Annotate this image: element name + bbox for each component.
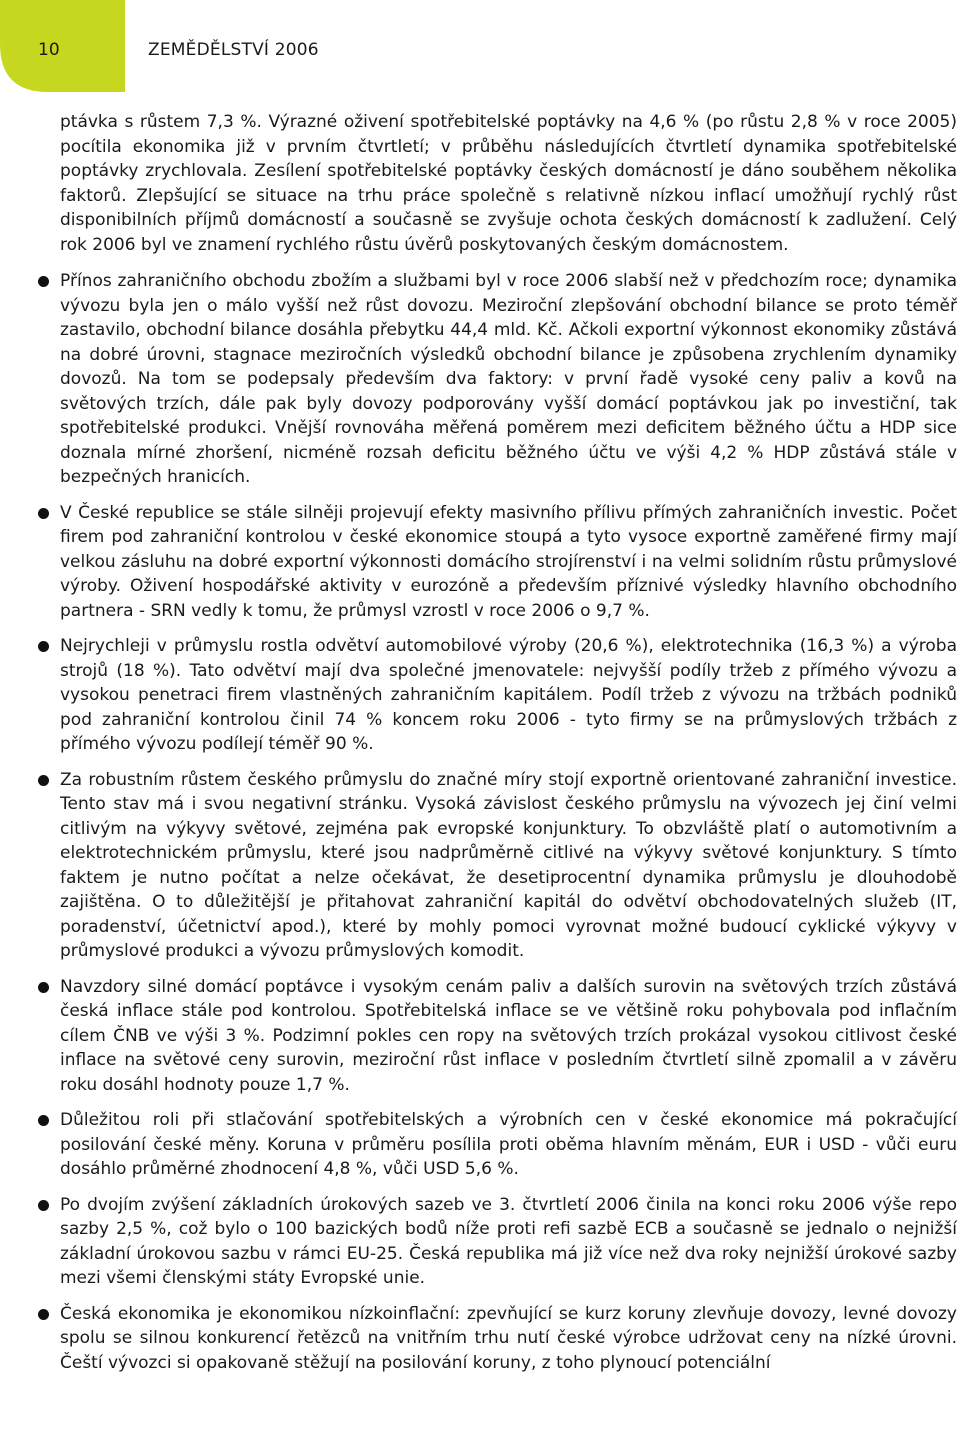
bullet-dot-icon: [38, 982, 49, 993]
bullet-text: Přínos zahraničního obchodu zbožím a službami byl v roce 2006 slabší než v předchozím roce; dynamika vývozu byla jen o málo vyšší než růst dovozu. Meziroční zlepšování obchodní bilance se proto téměř zastavilo, obchodní bilance dosáhla přebytku 44,4 mld. Kč. Ačkoli exportní výkonnost ekonomiky zůstává na dobré úrovni, stagnace meziročních výsledků obchodní bilance je způsobena zrychlením dynamiky dovozů. Na tom se podepsaly především dva faktory: v první řadě vysoké ceny paliv a kovů na světových trzích, dále pak byly dovozy podporovány vyšší domácí poptávkou jak po investiční, tak spotřebitelské produkci. Vnější rovnováha měřená poměrem mezi deficitem běžného účtu a HDP sice doznala mírné zhoršení, nicméně rozsah deficitu běžného účtu ve výši 4,2 % HDP zůstává stále v bezpečných hranicích.: [60, 271, 957, 487]
bullet-dot-icon: [38, 276, 49, 287]
page-number: 10: [38, 40, 60, 60]
bullet-dot-icon: [38, 775, 49, 786]
bullet-item: [60, 1108, 957, 1182]
bullet-item: [60, 634, 957, 757]
bullet-text: V České republice se stále silněji projevují efekty masivního přílivu přímých zahraničních investic. Počet firem pod zahraniční kontrolou v české ekonomice stoupá a tyto vysoce exportně zaměřené firmy mají velkou zásluhu na dobré exportní výkonnosti domácího strojírenství i na velmi solidním růstu průmyslové výroby. Oživení hospodářské aktivity v eurozóně a především příznivé výsledky hlavního obchodního partnera - SRN vedly k tomu, že průmysl vzrostl v roce 2006 o 9,7 %.: [60, 502, 957, 621]
bullet-item: [60, 768, 957, 964]
bullet-text: Nejrychleji v průmyslu rostla odvětví automobilové výroby (20,6 %), elektrotechnika (16,3 %) a výroba strojů (18 %). Tato odvětví mají dva společné jmenovatele: nejvyšší podíly tržeb z přímého vývozu a vysokou penetraci firem vlastněných zahraničním kapitálem. Podíl tržeb z vývozu na tržbách podniků pod zahraniční kontrolou činil 74 % koncem roku 2006 - tyto firmy se na průmyslových tržbách z přímého vývozu podílejí téměř 90 %.: [60, 636, 957, 754]
bullet-text: Za robustním růstem českého průmyslu do značné míry stojí exportně orientované zahraniční investice. Tento stav má i svou negativní stránku. Vysoká závislost českého průmyslu na vývozech jej činí velmi citlivým na výkyvy světové, zejména pak evropské konjunktury. To obzvláště platí o automotivním a elektrotechnickém průmyslu, které jsou nadprůměrně citlivé na výkyvy světové konjunktury. S tímto faktem je nutno počítat a nelze očekávat, že desetiprocentní dynamika průmyslu je dlouhodobě zajištěna. O to důležitější je přitahovat zahraniční kapitál do odvětví obchodovatelných služeb (IT, poradenství, účetnictví apod.), které by mohly pomoci vyrovnat možné budoucí cyklické výkyvy v průmyslové produkci a vývozu průmyslových komodit.: [60, 769, 957, 961]
running-header-title: ZEMĚDĚLSTVÍ 2006: [148, 40, 319, 60]
bullet-text: Po dvojím zvýšení základních úrokových sazeb ve 3. čtvrtletí 2006 činila na konci roku 2006 výše repo sazby 2,5 %, což bylo o 100 bazických bodů níže proti refi sazbě ECB a současně se jednalo o nejnižší základní úrokovou sazbu v rámci EU-25. Česká republika má již více než dva roky nejnižší úrokové sazby mezi všemi členskými státy Evropské unie.: [60, 1194, 957, 1288]
bullet-text: Důležitou roli při stlačování spotřebitelských a výrobních cen v české ekonomice má pokračující posilování české měny. Koruna v průměru posílila proti oběma hlavním měnám, EUR i USD - vůči euru dosáhlo průměrné zhodnocení 4,8 %, vůči USD 5,6 %.: [60, 1110, 957, 1179]
bullet-dot-icon: [38, 508, 49, 519]
bullet-dot-icon: [38, 1200, 49, 1211]
bullet-dot-icon: [38, 1309, 49, 1320]
bullet-item: [60, 1193, 957, 1291]
bullet-item: [60, 501, 957, 624]
bullet-item: [60, 1302, 957, 1376]
corner-tab-decoration: [0, 0, 125, 92]
bullet-text: Česká ekonomika je ekonomikou nízkoinflační: zpevňující se kurz koruny zlevňuje dovozy, levné dovozy spolu se silnou konkurencí řetězců na vnitřním trhu nutí české výrobce udržovat ceny na nízké úrovni. Čeští vývozci si opakovaně stěžují na posilování koruny, z toho plynoucí potenciální: [60, 1303, 957, 1373]
article-body: [60, 110, 957, 1386]
bullet-text: Navzdory silné domácí poptávce i vysokým cenám paliv a dalších surovin na světových trzích zůstává česká inflace stále pod kontrolou. Spotřebitelská inflace se ve většině roku pohybovala pod inflačním cílem ČNB ve výši 3 %. Podzimní pokles cen ropy na světových trzích prokázal vysokou citlivost české inflace na světové ceny surovin, meziroční růst inflace v posledním čtvrtletí silně zpomalil a v závěru roku dosáhl hodnoty pouze 1,7 %.: [60, 976, 957, 1095]
bullet-dot-icon: [38, 1115, 49, 1126]
intro-paragraph: ptávka s růstem 7,3 %. Výrazné oživení spotřebitelské poptávky na 4,6 % (po růstu 2,8 % v roce 2005) pocítila ekonomika již v prvním čtvrtletí; v průběhu následujících čtvrtletí dynamika spotřebitelské poptávky zrychlovala. Zesílení spotřebitelské poptávky českých domácností je dáno souběhem několika faktorů. Zlepšující se situace na trhu práce společně s relativně nízkou inflací umožňují rychlý růst disponibilních příjmů domácností a současně se zvyšuje ochota českých domácností k zadlužení. Celý rok 2006 byl ve znamení rychlého růstu úvěrů poskytovaných českým domácnostem.: [60, 112, 957, 255]
bullet-list: [60, 269, 957, 1375]
bullet-item: [60, 975, 957, 1098]
bullet-item: [60, 269, 957, 490]
bullet-dot-icon: [38, 641, 49, 652]
